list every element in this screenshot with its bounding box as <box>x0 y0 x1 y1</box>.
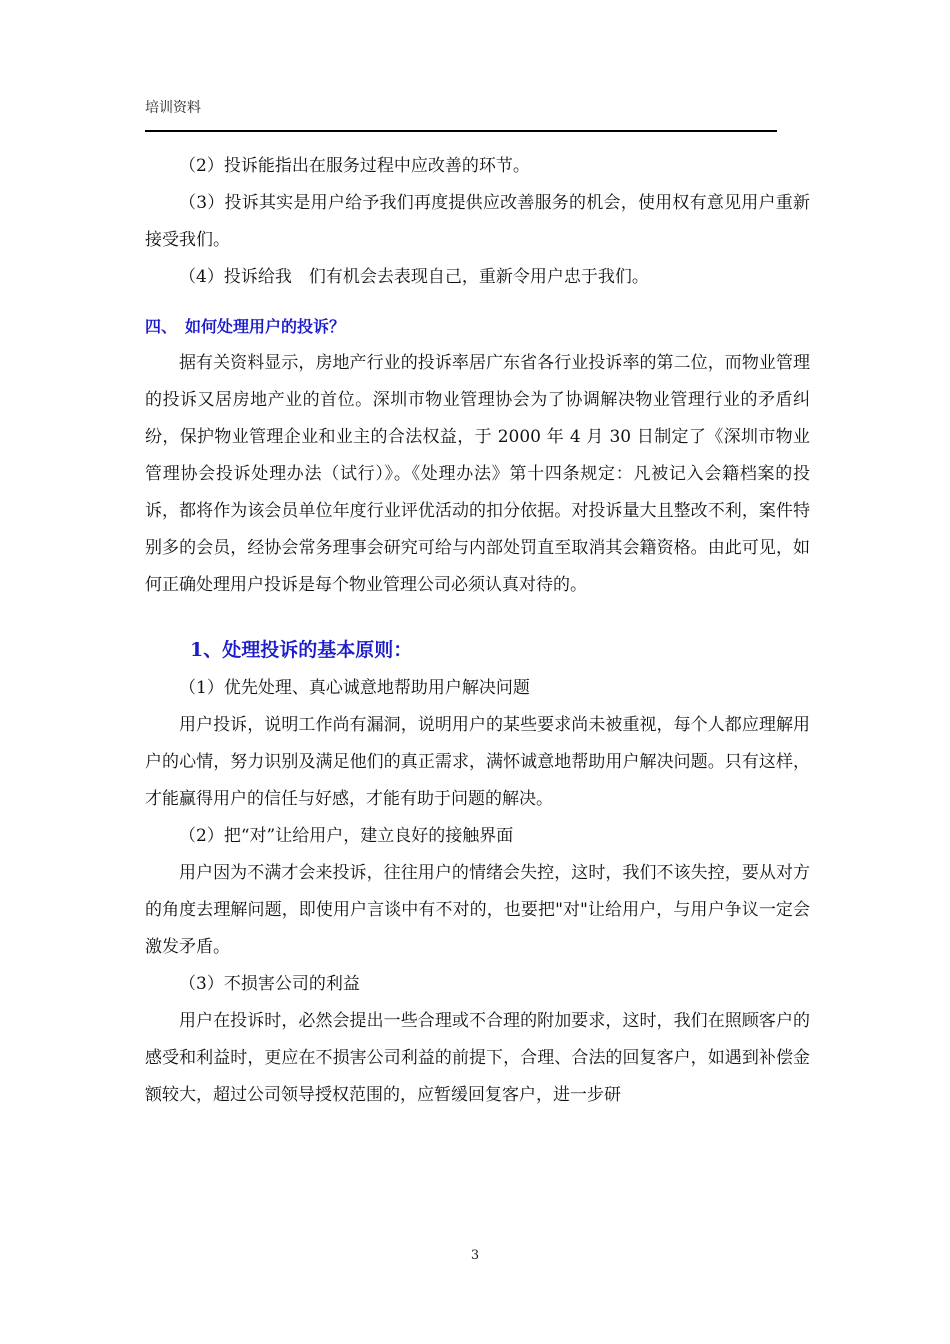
principle-2-body: 用户因为不满才会来投诉，往往用户的情绪会失控，这时，我们不该失控，要从对方的角度去理解问题，即使用户言谈中有不对的，也要把"对"让给用户，与用户争议一定会激发矛盾。 <box>145 863 810 957</box>
principle-1-body: 用户投诉，说明工作尚有漏洞，说明用户的某些要求尚未被重视，每个人都应理解用户的心情，努力识别及满足他们的真正需求，满怀诚意地帮助用户解决问题。只有这样，才能赢得用户的信任与好感，才能有助于问题的解决。 <box>145 715 810 809</box>
principle-2-title: （2）把“对”让给用户，建立良好的接触界面 <box>179 826 514 846</box>
paragraph-complaint-point-4: （4）投诉给我 们有机会去表现自己，重新令用户忠于我们。 <box>179 267 649 287</box>
section-heading-4: 四、 如何处理用户的投诉？ <box>145 317 346 336</box>
header-divider <box>145 130 777 132</box>
page-number: 3 <box>470 1248 480 1263</box>
subsection-heading-principles: 1、处理投诉的基本原则： <box>190 639 413 661</box>
principle-1-title: （1）优先处理、真心诚意地帮助用户解决问题 <box>179 678 530 698</box>
document-body <box>145 148 810 1114</box>
paragraph-complaint-point-3: （3）投诉其实是用户给予我们再度提供应改善服务的机会，使用权有意见用户重新接受我们。 <box>145 193 810 250</box>
paragraph-complaint-point-2: （2）投诉能指出在服务过程中应改善的环节。 <box>179 156 530 176</box>
paragraph-background: 据有关资料显示，房地产行业的投诉率居广东省各行业投诉率的第二位，而物业管理的投诉又居房地产业的首位。深圳市物业管理协会为了协调解决物业管理行业的矛盾纠纷，保护物业管理企业和业主的合法权益，于 2000 年 4 月 30 日制定了《深圳市物业管理协会投诉处理办法（试行）》。《处理办法》第十四条规定：凡被记入会籍档案的投诉，都将作为该会员单位年度行业评优活动的扣分依据。对投诉量大且整改不利，案件特别多的会员，经协会常务理事会研究可给与内部处罚直至取消其会籍资格。由此可见，如何正确处理用户投诉是每个物业管理公司必须认真对待的。 <box>145 353 810 595</box>
page-header-title: 培训资料 <box>145 100 201 116</box>
principle-3-title: （3）不损害公司的利益 <box>179 974 360 994</box>
principle-3-body: 用户在投诉时，必然会提出一些合理或不合理的附加要求，这时，我们在照顾客户的感受和利益时，更应在不损害公司利益的前提下，合理、合法的回复客户，如遇到补偿金额较大，超过公司领导授权范围的，应暂缓回复客户，进一步研 <box>145 1011 810 1105</box>
